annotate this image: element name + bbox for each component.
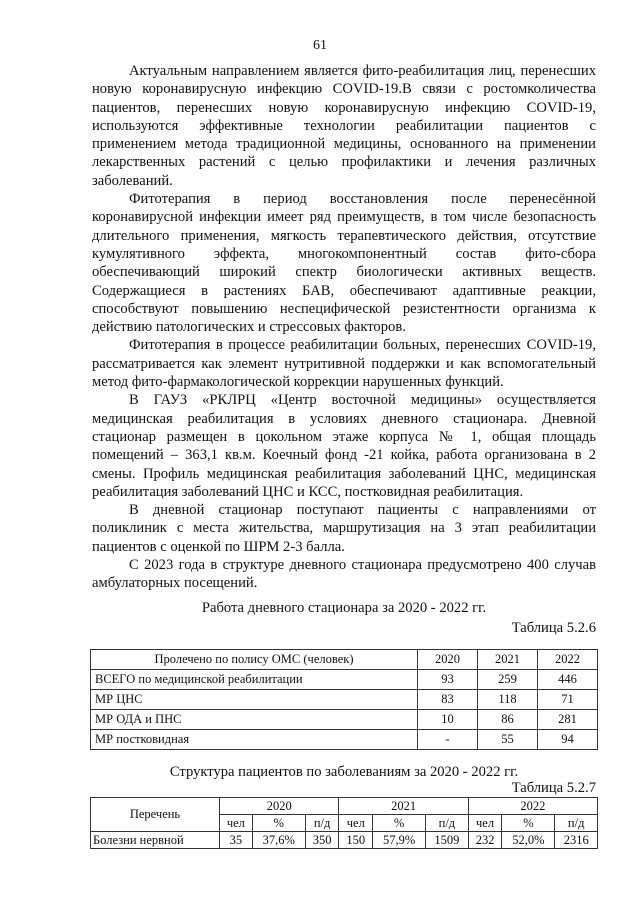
table-cell: 83 (418, 690, 478, 710)
table-cell: 446 (538, 670, 598, 690)
table-header-cell: 2021 (478, 650, 538, 670)
page-number: 61 (313, 38, 327, 53)
stationary-work-table (90, 649, 598, 750)
table-header-cell: % (252, 815, 305, 832)
table-cell: 55 (478, 730, 538, 750)
table-cell: 118 (478, 690, 538, 710)
table-row (91, 670, 598, 690)
table-header-cell: п/д (426, 815, 469, 832)
table-cell: 1509 (426, 832, 469, 849)
body-text (92, 62, 596, 593)
disease-structure-table (90, 797, 598, 849)
table-cell: 150 (339, 832, 373, 849)
table-header-cell: чел (468, 815, 502, 832)
table-cell: 93 (418, 670, 478, 690)
table-cell: 57,9% (373, 832, 426, 849)
table-header-cell: % (373, 815, 426, 832)
table-header-cell: Пролечено по полису ОМС (человек) (91, 650, 418, 670)
paragraph: Фитотерапия в период восстановления после перенесённой коронавирусной инфекции имеет ряд преимуществ, в том числе безопасность длительного применения, мягкость терапевтического действия, отсутствие кумулятивного эффекта, многокомпонентный состав фито-сбора обеспечивающий широкий спектр биологически активных веществ. Содержащиеся в растениях БАВ, обеспечивают адаптивные реакции, способствуют повышению неспецифической резистентности организма к действию патологических и стрессовых факторов. (92, 191, 596, 336)
table-header-row (91, 798, 598, 815)
table-cell: 52,0% (502, 832, 555, 849)
table-row (91, 730, 598, 750)
table-header-cell: 2020 (220, 798, 339, 815)
table-header-cell: 2022 (538, 650, 598, 670)
table-header-cell: % (502, 815, 555, 832)
table-cell: МР постковидная (91, 730, 418, 750)
table-cell: 86 (478, 710, 538, 730)
table-label: Таблица 5.2.7 (511, 780, 596, 796)
paragraph: В ГАУЗ «РКЛРЦ «Центр восточной медицины» осуществляется медицинская реабилитация в условиях дневного стационара. Дневной стационар размещен в цокольном этаже корпуса № 1, общая площадь помещений – 363,1 кв.м. Коечный фонд -21 койка, работа организована в 2 смены. Профиль медицинская реабилитация заболеваний ЦНС, медицинская реабилитация заболеваний ЦНС и КСС, постковидная реабилитация. (92, 392, 596, 500)
table-header-cell: 2022 (468, 798, 597, 815)
table-cell: ВСЕГО по медицинской реабилитации (91, 670, 418, 690)
table-cell: МР ОДА и ПНС (91, 710, 418, 730)
table-row (91, 690, 598, 710)
table-cell: 37,6% (252, 832, 305, 849)
table-header-cell: 2020 (418, 650, 478, 670)
table-header-cell: чел (339, 815, 373, 832)
table-header-cell: п/д (305, 815, 339, 832)
table-caption: Работа дневного стационара за 2020 - 2022 гг. (201, 600, 487, 616)
table-row (91, 710, 598, 730)
table-header-cell: 2021 (339, 798, 468, 815)
table-cell: 281 (538, 710, 598, 730)
table-cell: 35 (220, 832, 253, 849)
table-header-cell: Перечень (91, 798, 220, 832)
table-cell: 10 (418, 710, 478, 730)
table-cell: 259 (478, 670, 538, 690)
table-cell: 2316 (555, 832, 598, 849)
table-cell: МР ЦНС (91, 690, 418, 710)
table-cell: 71 (538, 690, 598, 710)
table-header-row (91, 650, 598, 670)
paragraph: Фитотерапия в процессе реабилитации больных, перенесших COVID-19, рассматривается как элемент нутритивной поддержки и как вспомогательный метод фито-фармакологической коррекции нарушенных функций. (92, 337, 596, 391)
table-cell: 350 (305, 832, 339, 849)
table-label: Таблица 5.2.6 (511, 620, 596, 636)
table-header-cell: п/д (555, 815, 598, 832)
table-header-cell: чел (220, 815, 253, 832)
paragraph: С 2023 года в структуре дневного стационара предусмотрено 400 случав амбулаторных посещений. (92, 557, 596, 592)
table-caption: Структура пациентов по заболеваниям за 2020 - 2022 гг. (169, 764, 519, 780)
paragraph: Актуальным направлением является фито-реабилитация лиц, перенесших новую коронавирусную инфекцию COVID-19.В связи с ростомколичества пациентов, перенесших новую коронавирусную инфекцию COVID-19, используются эффективные технологии реабилитации пациентов с применением метода традиционной медицины, основанного на применении лекарственных растений с целью профилактики и лечения различных заболеваний. (92, 63, 596, 189)
table-cell: 232 (468, 832, 502, 849)
table-row (91, 832, 598, 849)
table-cell: Болезни нервной (91, 832, 220, 849)
table-cell: 94 (538, 730, 598, 750)
table-cell: - (418, 730, 478, 750)
paragraph: В дневной стационар поступают пациенты с направлениями от поликлиник с места жительства, маршрутизация на 3 этап реабилитации пациентов с оценкой по ШРМ 2-3 балла. (92, 502, 596, 555)
